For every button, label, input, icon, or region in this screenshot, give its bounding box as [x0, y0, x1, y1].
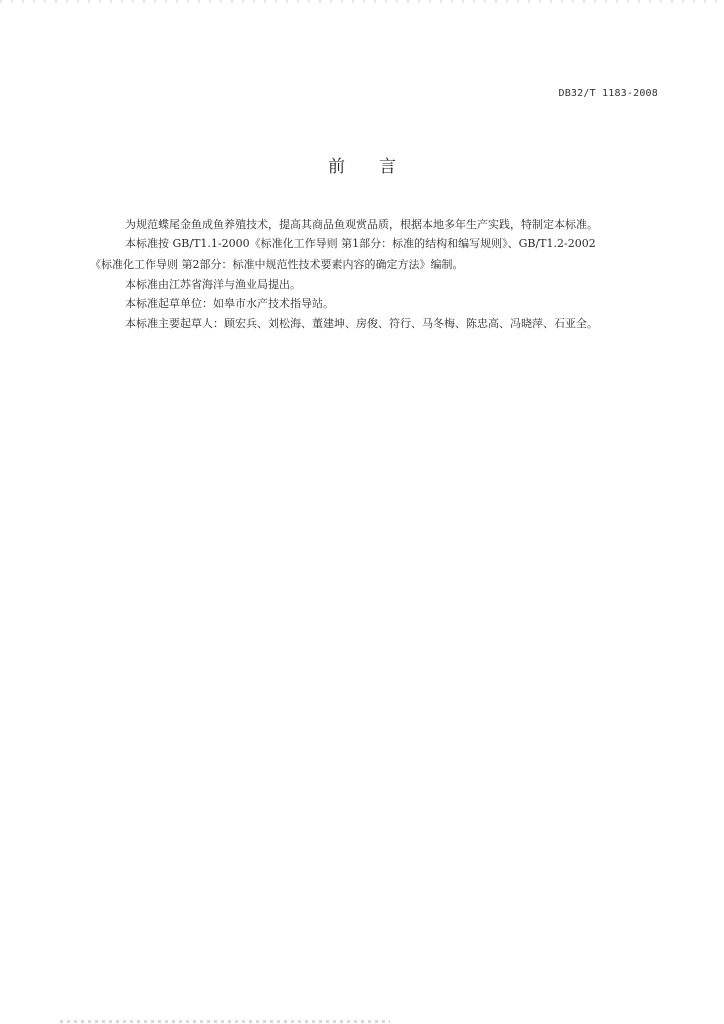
paragraph-drafting-unit: 本标准起草单位：如皋市水产技术指导站。 [125, 297, 334, 310]
paragraph-proposer: 本标准由江苏省海洋与渔业局提出。 [125, 278, 301, 291]
paragraph-drafters: 本标准主要起草人：顾宏兵、刘松海、董建坤、房俊、符行、马冬梅、陈忠高、冯晓萍、石亚全。 [125, 317, 598, 330]
paragraph-purpose: 为规范蝶尾金鱼成鱼养殖技术，提高其商品鱼观赏品质，根据本地多年生产实践，特制定本标准。 [125, 218, 598, 231]
foreword-title [0, 152, 724, 177]
scan-artifact-bottom [60, 1020, 390, 1023]
scan-artifact-top [0, 0, 724, 3]
standard-code: DB32/T 1183-2008 [558, 88, 658, 99]
title-char-2: 言 [379, 157, 396, 177]
paragraph-drafting-basis-line1: 本标准按 GB/T1.1-2000《标准化工作导则 第1部分：标准的结构和编写规则》、GB/T1.2-2002 [125, 237, 596, 250]
paragraph-drafting-basis-line2: 《标准化工作导则 第2部分：标准中规范性技术要素内容的确定方法》编制。 [90, 258, 464, 271]
title-char-1: 前 [328, 157, 345, 177]
